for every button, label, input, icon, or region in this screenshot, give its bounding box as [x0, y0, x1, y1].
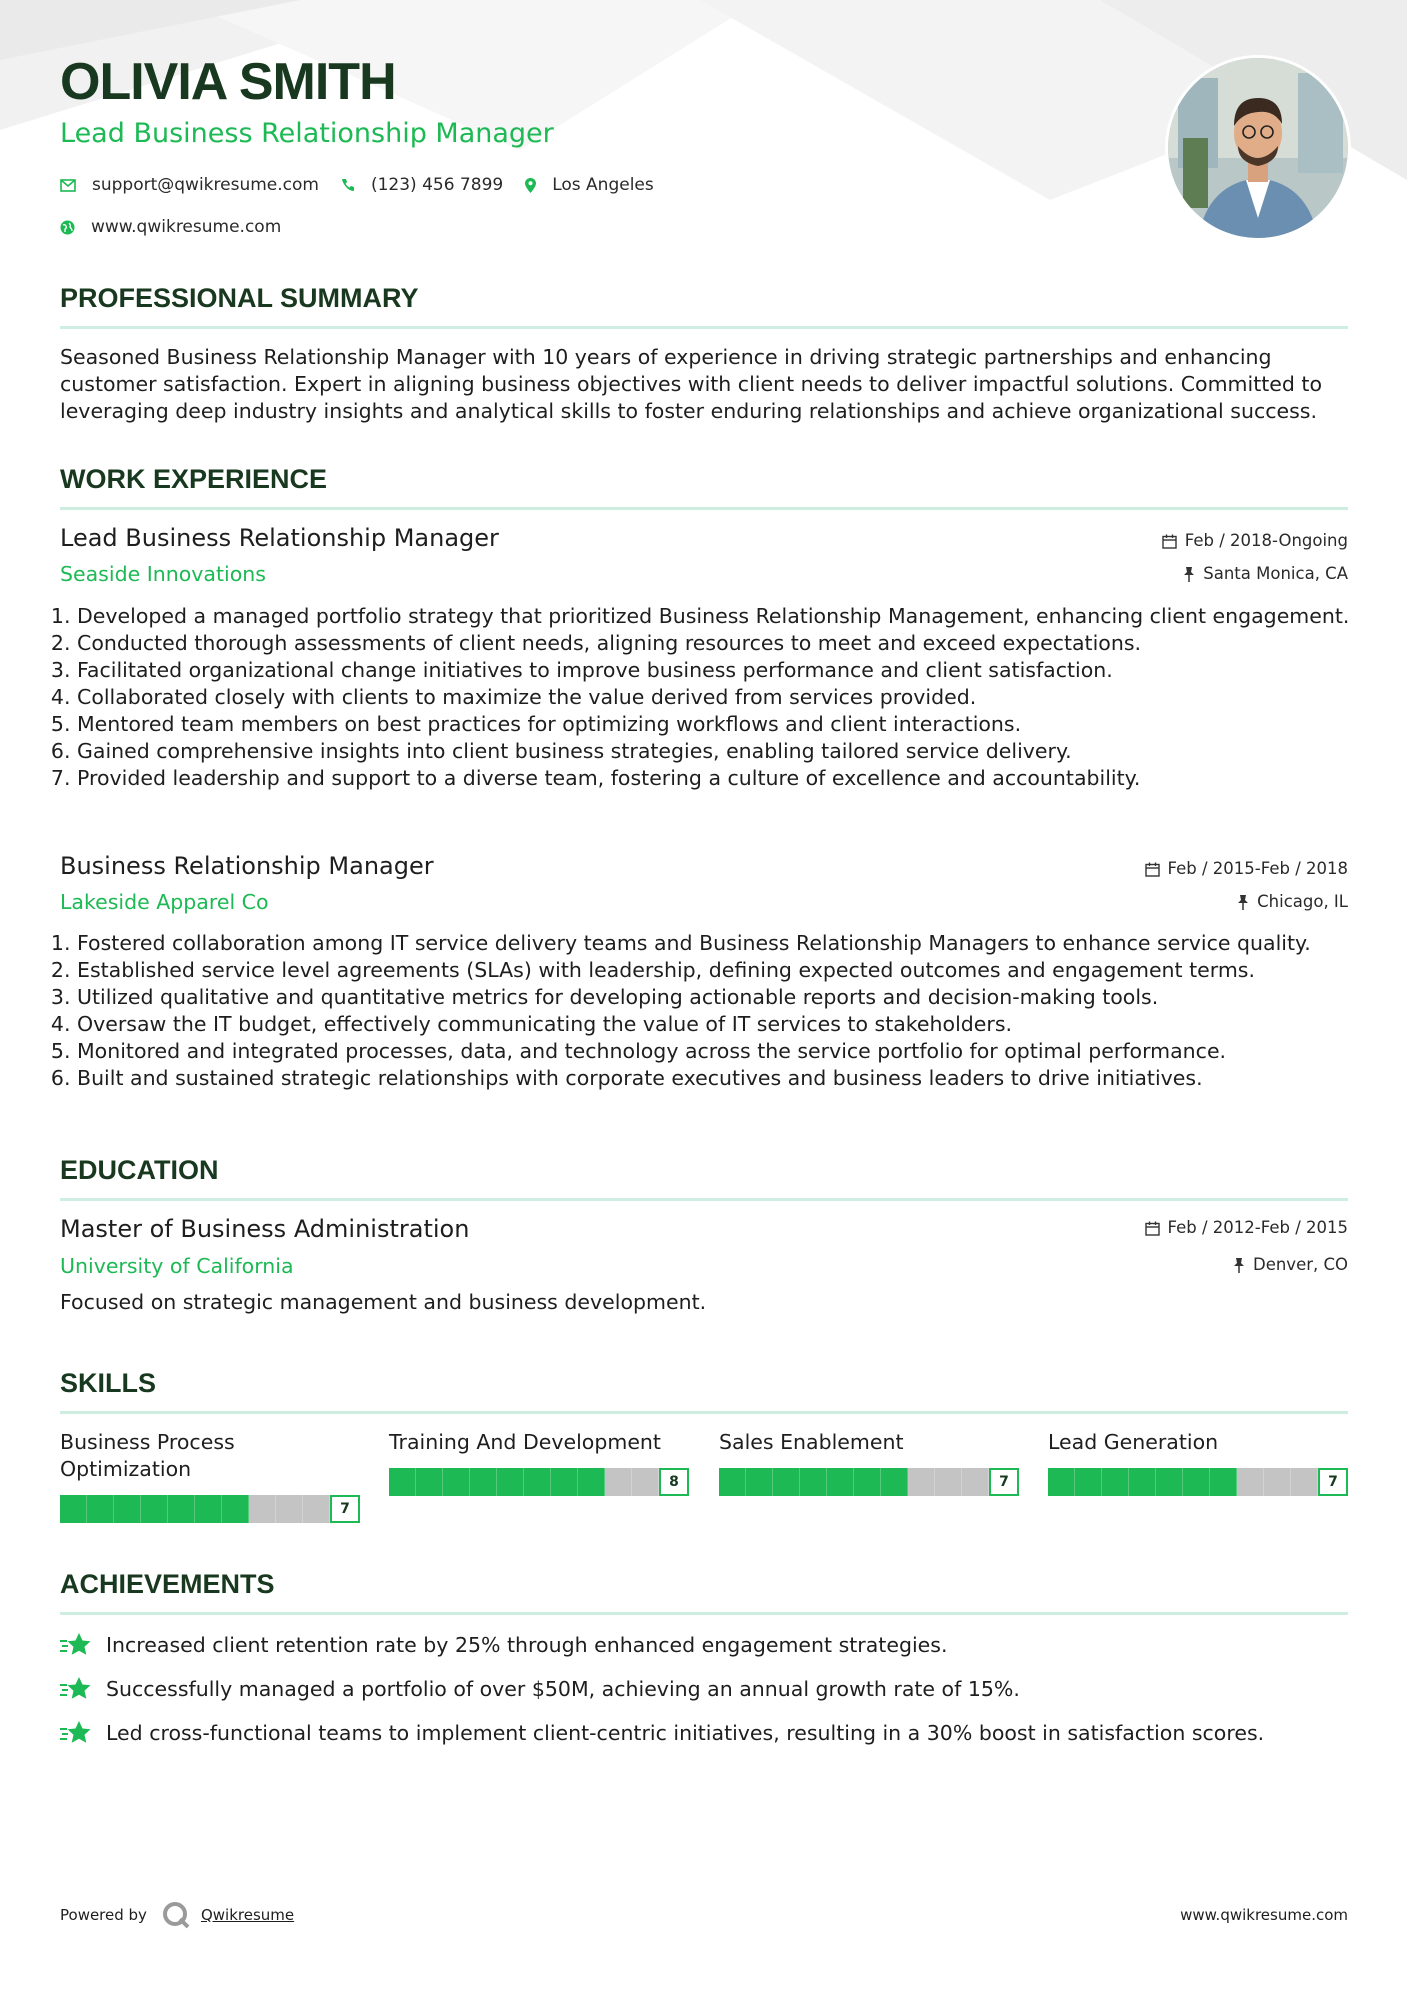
skill-item	[719, 1429, 1019, 1490]
job-location: Chicago, IL	[1237, 894, 1348, 911]
skill-bar-segment	[416, 1468, 443, 1496]
achievement-text: Successfully managed a portfolio of over $50M, achieving an annual growth rate of 15%.	[106, 1677, 1020, 1701]
skill-bar-segment	[249, 1495, 276, 1523]
skill-name: Training And Development	[389, 1430, 661, 1454]
skill-bar-segment	[578, 1468, 605, 1496]
star-icon	[60, 1676, 92, 1702]
achievement-item	[60, 1676, 1020, 1702]
list-item: 5. Monitored and integrated processes, data, and technology across the service portfolio for optimal performance.	[77, 1038, 1365, 1065]
section-heading-experience: WORK EXPERIENCE	[60, 466, 1348, 510]
skill-bar-segment	[497, 1468, 524, 1496]
star-icon	[60, 1720, 92, 1746]
skill-bar-segment	[1291, 1468, 1318, 1496]
map-pin-icon	[525, 178, 536, 193]
achievement-item	[60, 1720, 1264, 1746]
pushpin-icon	[1233, 1258, 1245, 1273]
powered-by-label: Powered by	[60, 1906, 147, 1924]
job-bullets	[60, 930, 1365, 1092]
job-company: Seaside Innovations	[60, 562, 266, 586]
pushpin-icon	[1237, 895, 1249, 910]
skill-bar-segment	[276, 1495, 303, 1523]
skill-bar-segment	[443, 1468, 470, 1496]
contact-row-2	[60, 217, 303, 237]
skill-bar-segment	[470, 1468, 497, 1496]
job-title: Business Relationship Manager	[60, 852, 434, 880]
candidate-name: OLIVIA SMITH	[60, 53, 396, 111]
skill-bar-segment	[195, 1495, 222, 1523]
calendar-icon	[1145, 862, 1160, 877]
list-item: 6. Gained comprehensive insights into client business strategies, enabling tailored service delivery.	[77, 738, 1365, 765]
footer-website[interactable]: www.qwikresume.com	[1180, 1906, 1348, 1924]
profile-photo	[1168, 58, 1348, 238]
skill-bar	[1048, 1468, 1348, 1496]
education-school: University of California	[60, 1254, 294, 1278]
skill-bar-segment	[935, 1468, 962, 1496]
skill-item	[1048, 1429, 1348, 1490]
achievement-item	[60, 1632, 947, 1658]
skill-rating: 7	[1318, 1468, 1348, 1496]
skill-bar-segment	[524, 1468, 551, 1496]
list-item: 5. Mentored team members on best practices for optimizing workflows and client interactions.	[77, 711, 1365, 738]
skill-bar-segment	[1129, 1468, 1156, 1496]
achievement-text: Led cross-functional teams to implement client-centric initiatives, resulting in a 30% boost in satisfaction scores.	[106, 1721, 1265, 1745]
education-location: Denver, CO	[1233, 1257, 1348, 1274]
skill-bar-segment	[1210, 1468, 1237, 1496]
skill-rating: 7	[989, 1468, 1019, 1496]
contact-email[interactable]: support@qwikresume.com	[60, 175, 319, 195]
section-heading-skills: SKILLS	[60, 1370, 1348, 1414]
list-item: 3. Facilitated organizational change initiatives to improve business performance and client satisfaction.	[77, 657, 1365, 684]
list-item: 7. Provided leadership and support to a diverse team, fostering a culture of excellence and accountability.	[77, 765, 1365, 792]
list-item: 2. Established service level agreements (SLAs) with leadership, defining expected outcomes and engagement terms.	[77, 957, 1365, 984]
qwikresume-link[interactable]: Qwikresume	[200, 1906, 295, 1924]
skill-bar-segment	[303, 1495, 330, 1523]
skill-bar-segment	[168, 1495, 195, 1523]
skill-bar-segment	[962, 1468, 989, 1496]
skill-bar-segment	[389, 1468, 416, 1496]
skill-bar-segment	[1102, 1468, 1129, 1496]
skill-rating: 7	[330, 1495, 360, 1523]
job-dates: Feb / 2015-Feb / 2018	[1145, 861, 1348, 878]
job-title: Lead Business Relationship Manager	[60, 524, 499, 552]
skill-bar-segment	[1048, 1468, 1075, 1496]
pushpin-icon	[1183, 567, 1195, 582]
section-heading-summary: PROFESSIONAL SUMMARY	[60, 285, 1348, 329]
summary-text: Seasoned Business Relationship Manager with 10 years of experience in driving strategic partnerships and enhancing customer satisfaction. Expert in aligning business objectives with client needs to deliver impactful solutions. Committed to leveraging deep industry insights and analytical skills to foster enduring relationships and achieve organizational success.	[60, 345, 1323, 423]
skill-bar	[389, 1468, 689, 1496]
skill-bar	[719, 1468, 1019, 1496]
list-item: 2. Conducted thorough assessments of client needs, aligning resources to meet and exceed expectations.	[77, 630, 1365, 657]
candidate-title: Lead Business Relationship Manager	[60, 118, 554, 149]
section-heading-achievements: ACHIEVEMENTS	[60, 1571, 1348, 1615]
skill-item	[60, 1429, 360, 1517]
skill-bar-segment	[141, 1495, 168, 1523]
skill-bar-segment	[60, 1495, 87, 1523]
skill-bar-segment	[1264, 1468, 1291, 1496]
achievement-text: Increased client retention rate by 25% through enhanced engagement strategies.	[106, 1633, 948, 1657]
skill-name: Lead Generation	[1048, 1430, 1219, 1454]
globe-icon	[60, 220, 75, 235]
skill-item	[389, 1429, 689, 1490]
skill-bar-segment	[908, 1468, 935, 1496]
skill-bar	[60, 1495, 360, 1523]
education-degree: Master of Business Administration	[60, 1215, 470, 1243]
skill-bar-segment	[551, 1468, 578, 1496]
footer-powered-by	[60, 1900, 294, 1930]
job-location: Santa Monica, CA	[1183, 566, 1348, 583]
skill-name: Business Process Optimization	[60, 1430, 235, 1481]
skill-rating: 8	[659, 1468, 689, 1496]
calendar-icon	[1145, 1221, 1160, 1236]
skill-bar-segment	[1237, 1468, 1264, 1496]
contact-website[interactable]: www.qwikresume.com	[60, 217, 281, 237]
calendar-icon	[1162, 534, 1177, 549]
education-dates: Feb / 2012-Feb / 2015	[1145, 1220, 1348, 1237]
job-company: Lakeside Apparel Co	[60, 890, 269, 914]
list-item: 1. Developed a managed portfolio strategy that prioritized Business Relationship Management, enhancing client engagement.	[77, 603, 1365, 630]
list-item: 4. Collaborated closely with clients to maximize the value derived from services provided.	[77, 684, 1365, 711]
job-bullets	[60, 603, 1365, 792]
skill-name: Sales Enablement	[719, 1430, 904, 1454]
skill-bar-segment	[719, 1468, 746, 1496]
contact-row	[60, 175, 676, 195]
contact-phone: (123) 456 7899	[341, 175, 503, 195]
skill-bar-segment	[800, 1468, 827, 1496]
skill-bar-segment	[854, 1468, 881, 1496]
section-heading-education: EDUCATION	[60, 1157, 1348, 1201]
education-description: Focused on strategic management and business development.	[60, 1290, 707, 1314]
skill-bar-segment	[605, 1468, 632, 1496]
skill-bar-segment	[87, 1495, 114, 1523]
skill-bar-segment	[632, 1468, 659, 1496]
skill-bar-segment	[773, 1468, 800, 1496]
skill-bar-segment	[1075, 1468, 1102, 1496]
skill-bar-segment	[222, 1495, 249, 1523]
contact-location: Los Angeles	[525, 175, 654, 195]
skill-bar-segment	[827, 1468, 854, 1496]
phone-icon	[341, 178, 355, 192]
list-item: 6. Built and sustained strategic relationships with corporate executives and business leaders to drive initiatives.	[77, 1065, 1365, 1092]
skill-bar-segment	[114, 1495, 141, 1523]
list-item: 3. Utilized qualitative and quantitative metrics for developing actionable reports and decision-making tools.	[77, 984, 1365, 1011]
star-icon	[60, 1632, 92, 1658]
list-item: 4. Oversaw the IT budget, effectively communicating the value of IT services to stakeholders.	[77, 1011, 1365, 1038]
qwikresume-logo-icon	[161, 1900, 191, 1930]
skill-bar-segment	[746, 1468, 773, 1496]
skill-bar-segment	[1183, 1468, 1210, 1496]
skill-bar-segment	[1156, 1468, 1183, 1496]
skill-bar-segment	[881, 1468, 908, 1496]
list-item: 1. Fostered collaboration among IT service delivery teams and Business Relationship Managers to enhance service quality.	[77, 930, 1365, 957]
job-dates: Feb / 2018-Ongoing	[1162, 533, 1348, 550]
email-icon	[60, 179, 76, 192]
